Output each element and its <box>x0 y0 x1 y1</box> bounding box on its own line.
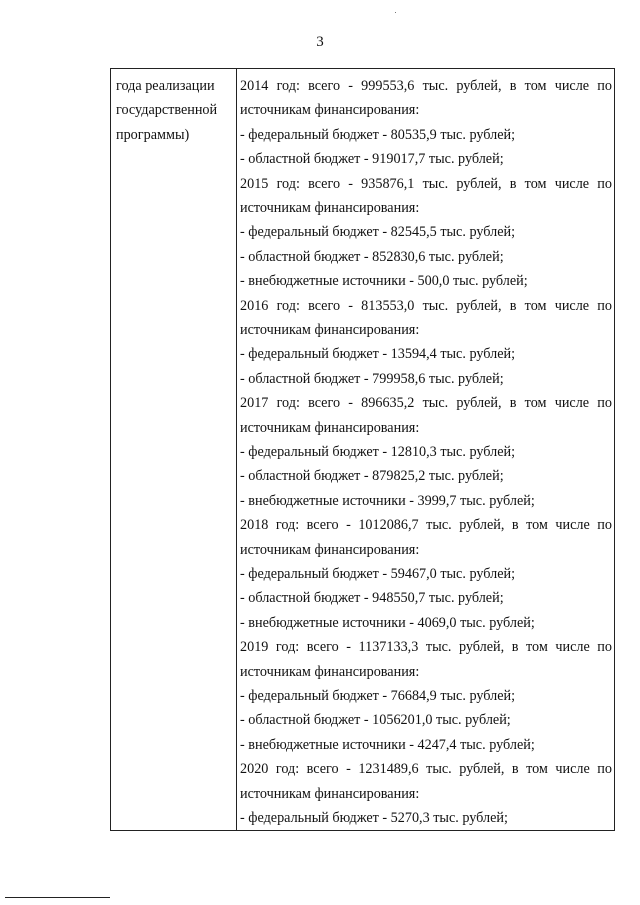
financing-line: - внебюджетные источники - 4247,4 тыс. рублей; <box>240 736 535 753</box>
financing-line: источникам финансирования: <box>240 419 420 436</box>
left-column-line: государственной <box>116 102 218 119</box>
financing-line: 2014 год: всего - 999553,6 тыс. рублей, в том числе по <box>240 78 612 94</box>
financing-line: 2017 год: всего - 896635,2 тыс. рублей, в том числе по <box>240 395 612 412</box>
financing-line: - федеральный бюджет - 5270,3 тыс. рублей; <box>240 810 508 827</box>
financing-line: источникам финансирования: <box>240 541 420 558</box>
financing-line: источникам финансирования: <box>240 663 420 680</box>
financing-line: источникам финансирования: <box>240 102 420 119</box>
financing-line: - федеральный бюджет - 12810,3 тыс. рублей; <box>240 444 516 461</box>
financing-line: - внебюджетные источники - 500,0 тыс. рублей; <box>240 273 528 290</box>
page-number: 3 <box>316 34 324 50</box>
financing-line: - федеральный бюджет - 82545,5 тыс. рублей; <box>240 224 516 241</box>
financing-line: - областной бюджет - 799958,6 тыс. рублей; <box>240 370 504 387</box>
financing-line: - федеральный бюджет - 13594,4 тыс. рублей; <box>240 346 516 363</box>
left-column-line: года реализации <box>116 78 215 94</box>
financing-line: - областной бюджет - 852830,6 тыс. рублей; <box>240 248 504 265</box>
financing-line: 2020 год: всего - 1231489,6 тыс. рублей, в том числе по <box>240 761 612 778</box>
financing-line: - федеральный бюджет - 59467,0 тыс. рублей; <box>240 566 516 583</box>
financing-line: - федеральный бюджет - 76684,9 тыс. рублей; <box>240 688 516 705</box>
financing-line: - внебюджетные источники - 3999,7 тыс. рублей; <box>240 492 535 509</box>
financing-line: 2018 год: всего - 1012086,7 тыс. рублей, в том числе по <box>240 517 612 534</box>
footnote-rule <box>5 897 110 898</box>
financing-line: - областной бюджет - 919017,7 тыс. рублей; <box>240 151 504 168</box>
financing-line: источникам финансирования: <box>240 785 420 802</box>
financing-line: - областной бюджет - 948550,7 тыс. рублей; <box>240 590 504 607</box>
financing-line: 2015 год: всего - 935876,1 тыс. рублей, в том числе по <box>240 175 612 192</box>
financing-line: 2019 год: всего - 1137133,3 тыс. рублей, в том числе по <box>240 639 612 656</box>
table-left-column <box>111 69 237 830</box>
financing-line: - федеральный бюджет - 80535,9 тыс. рублей; <box>240 126 516 143</box>
financing-line: - областной бюджет - 879825,2 тыс. рублей; <box>240 468 504 485</box>
scan-speck <box>395 12 396 13</box>
financing-line: - внебюджетные источники - 4069,0 тыс. рублей; <box>240 614 535 631</box>
financing-line: источникам финансирования: <box>240 322 420 339</box>
financing-line: 2016 год: всего - 813553,0 тыс. рублей, в том числе по <box>240 297 612 314</box>
left-column-line: программы) <box>116 126 190 143</box>
table-right-column <box>237 69 614 830</box>
financing-line: источникам финансирования: <box>240 200 420 216</box>
financing-line: - областной бюджет - 1056201,0 тыс. рублей; <box>240 712 511 729</box>
financing-table <box>110 68 615 831</box>
